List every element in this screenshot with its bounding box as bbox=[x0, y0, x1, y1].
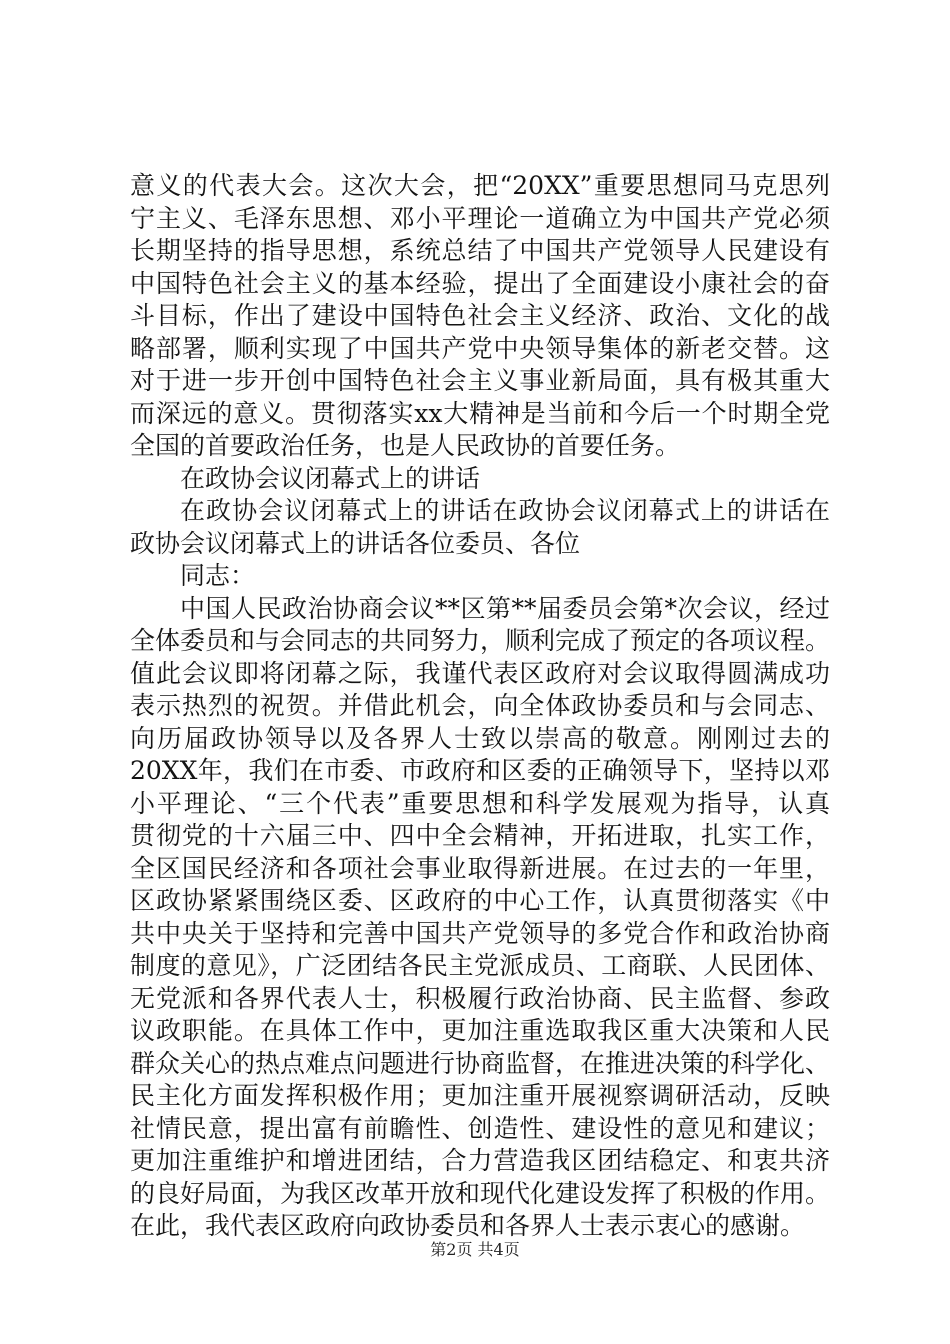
text-line: 意义的代表大会。这次大会，把“20XX”重要思想同马克思列 bbox=[130, 171, 830, 200]
speech-heading: 在政协会议闭幕式上的讲话 bbox=[180, 463, 481, 493]
text-line: 对于进一步开创中国特色社会主义事业新局面，具有极其重大 bbox=[130, 366, 830, 395]
text-line: 社情民意，提出富有前瞻性、创造性、建设性的意见和建议； bbox=[130, 1113, 830, 1143]
text-line: 群众关心的热点难点问题进行协商监督，在推进决策的科学化、 bbox=[130, 1048, 831, 1078]
text-line: 全体委员和与会同志的共同努力，顺利完成了预定的各项议程。 bbox=[130, 626, 831, 655]
text-line: 共中央关于坚持和完善中国共产党领导的多党合作和政治协商 bbox=[130, 918, 830, 948]
text-line: 斗目标，作出了建设中国特色社会主义经济、政治、文化的战 bbox=[130, 301, 830, 330]
document-body bbox=[130, 170, 830, 1243]
page-number-footer: 第2页 共4页 bbox=[430, 1240, 520, 1259]
text-line: 民主化方面发挥积极作用；更加注重开展视察调研活动，反映 bbox=[130, 1081, 830, 1110]
text-line: 更加注重维护和增进团结，合力营造我区团结稳定、和衷共济 bbox=[130, 1146, 830, 1175]
text-line: 而深远的意义。贯彻落实xx大精神是当前和今后一个时期全党 bbox=[130, 398, 830, 428]
text-line: 宁主义、毛泽东思想、邓小平理论一道确立为中国共产党必须 bbox=[130, 203, 830, 233]
text-line: 议政职能。在具体工作中，更加注重选取我区重大决策和人民 bbox=[130, 1016, 830, 1045]
text-line: 20XX年，我们在市委、市政府和区委的正确领导下，坚持以邓 bbox=[130, 756, 830, 785]
text-line: 制度的意见》，广泛团结各民主党派成员、工商联、人民团体、 bbox=[130, 951, 830, 980]
text-line: 在政协会议闭幕式上的讲话在政协会议闭幕式上的讲话在 bbox=[180, 496, 830, 525]
text-line: 区政协紧紧围绕区委、区政府的中心工作，认真贯彻落实《中 bbox=[130, 886, 830, 915]
text-line: 在此，我代表区政府向政协委员和各界人士表示衷心的感谢。 bbox=[130, 1211, 806, 1240]
salutation: 同志： bbox=[180, 561, 256, 590]
text-line: 的良好局面，为我区改革开放和现代化建设发挥了积极的作用。 bbox=[130, 1178, 831, 1208]
text-line: 中国人民政治协商会议**区第**届委员会第*次会议，经过 bbox=[180, 593, 830, 623]
text-line: 无党派和各界代表人士，积极履行政治协商、民主监督、参政 bbox=[130, 983, 830, 1013]
text-line: 向历届政协领导以及各界人士致以崇高的敬意。刚刚过去的 bbox=[130, 723, 830, 753]
text-line: 小平理论、“三个代表”重要思想和科学发展观为指导，认真 bbox=[130, 788, 830, 818]
text-line: 政协会议闭幕式上的讲话各位委员、各位 bbox=[130, 528, 581, 558]
text-line: 值此会议即将闭幕之际，我谨代表区政府对会议取得圆满成功 bbox=[130, 658, 830, 688]
text-line: 长期坚持的指导思想，系统总结了中国共产党领导人民建设有 bbox=[130, 236, 830, 265]
text-line: 略部署，顺利实现了中国共产党中央领导集体的新老交替。这 bbox=[130, 333, 830, 363]
text-line: 全国的首要政治任务，也是人民政协的首要任务。 bbox=[130, 431, 681, 460]
text-line: 贯彻党的十六届三中、四中全会精神，开拓进取，扎实工作， bbox=[130, 821, 830, 850]
text-line: 中国特色社会主义的基本经验，提出了全面建设小康社会的奋 bbox=[130, 268, 830, 298]
text-line: 全区国民经济和各项社会事业取得新进展。在过去的一年里， bbox=[130, 853, 830, 883]
text-line: 表示热烈的祝贺。并借此机会，向全体政协委员和与会同志、 bbox=[130, 691, 830, 720]
